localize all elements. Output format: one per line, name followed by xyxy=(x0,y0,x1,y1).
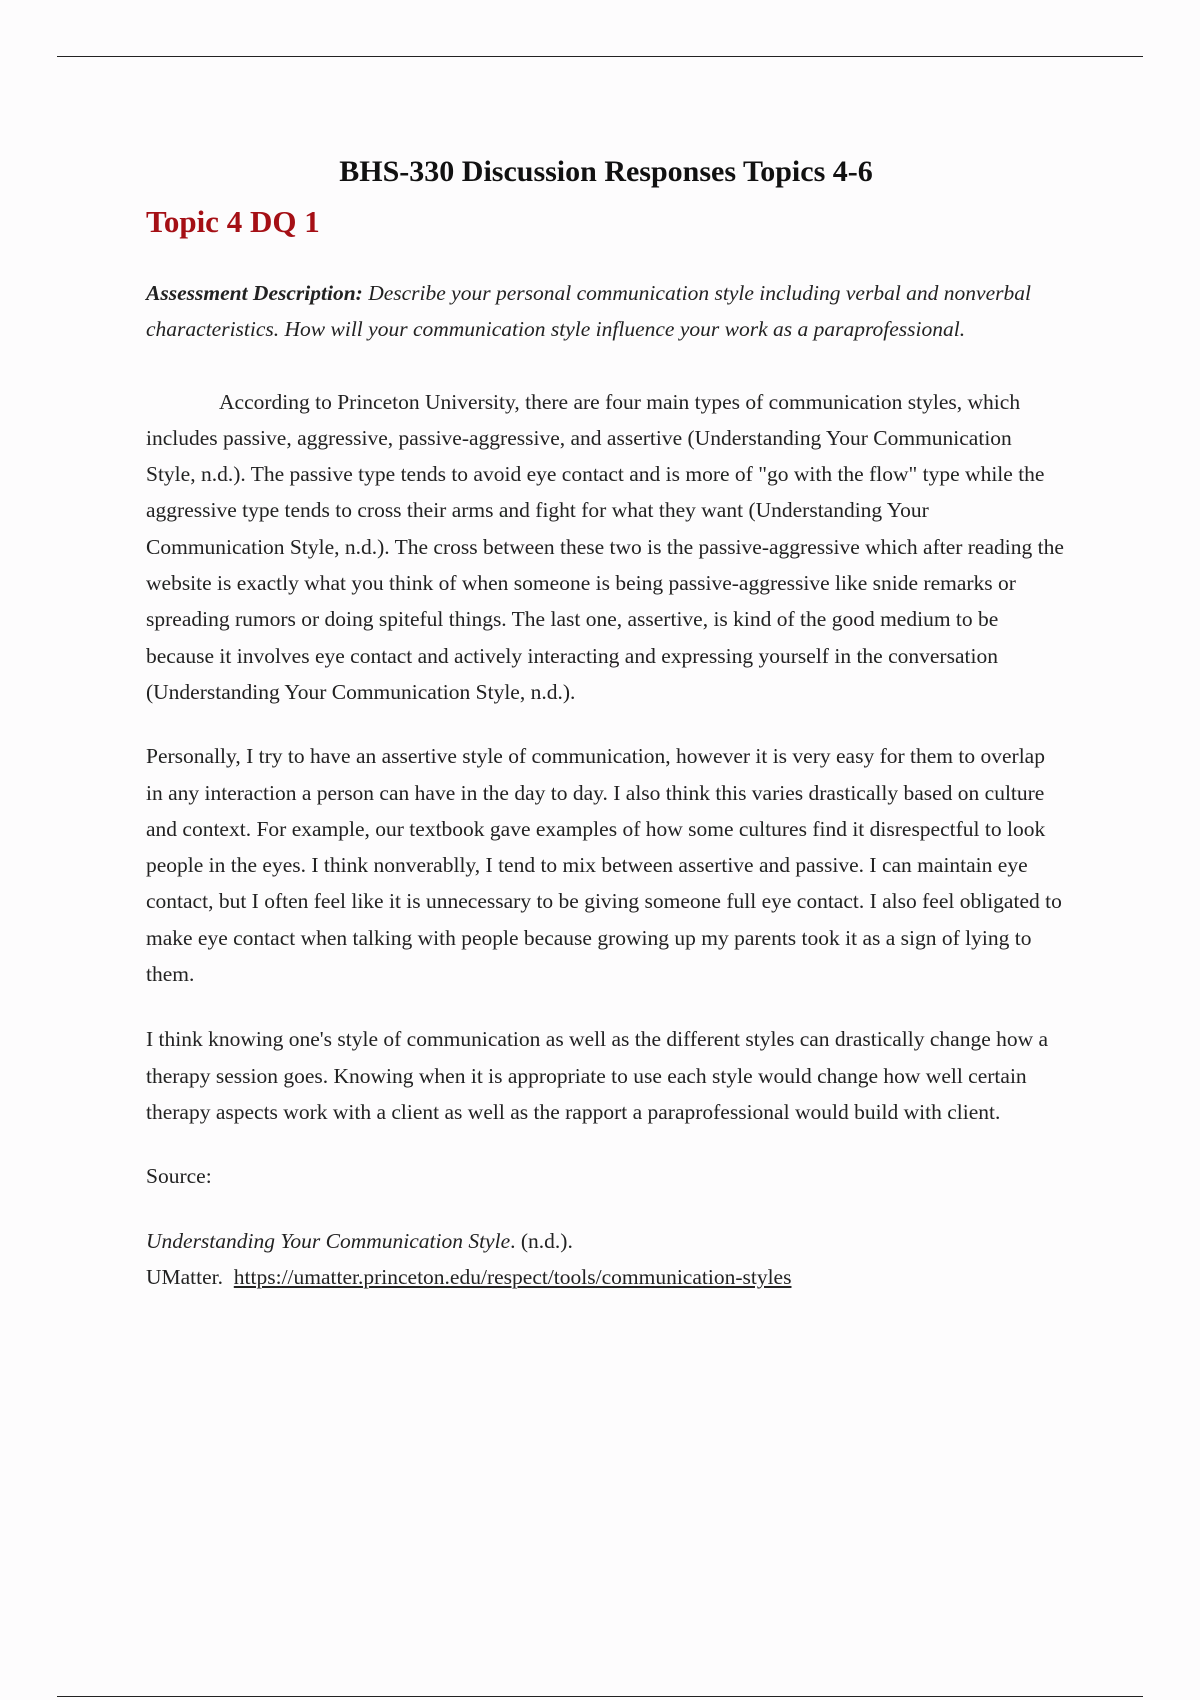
citation-link[interactable]: https://umatter.princeton.edu/respect/tools/communication-styles xyxy=(233,1264,792,1289)
response-paragraph-3: I think knowing one's style of communication as well as the different styles can drastically change how a therapy session goes. Knowing when it is appropriate to use each style would change how well certain therapy aspects work with a client as well as the rapport a paraprofessional would build with client. xyxy=(146,1027,1049,1124)
citation-title: Understanding Your Communication Style xyxy=(146,1228,511,1253)
citation xyxy=(146,1223,1066,1296)
top-divider xyxy=(57,56,1143,57)
source-label: Source: xyxy=(146,1164,212,1189)
response-paragraph-1: According to Princeton University, there are four main types of communication styles, which includes passive, aggressive, passive-aggressive, and assertive (Understanding Your Communication Style, n.d.). The passive type tends to avoid eye contact and is more of "go with the flow" type while the aggressive type tends to cross their arms and fight for what they want (Understanding Your Communication Style, n.d.). The cross between these two is the passive-aggressive which after reading the website is exactly what you think of when someone is being passive-aggressive like snide remarks or spreading rumors or doing spiteful things. The last one, assertive, is kind of the good medium to be because it involves eye contact and actively interacting and expressing yourself in the conversation (Understanding Your Communication Style, n.d.). xyxy=(146,389,1064,704)
bottom-divider xyxy=(57,1696,1143,1697)
topic-heading: Topic 4 DQ 1 xyxy=(146,204,320,239)
citation-date: . (n.d.). xyxy=(510,1228,573,1253)
response-paragraph-2: Personally, I try to have an assertive style of communication, however it is very easy for them to overlap in any interaction a person can have in the day to day. I also think this varies drastically based on culture and context. For example, our textbook gave examples of how some cultures find it disrespectful to look people in the eyes. I think nonverablly, I tend to mix between assertive and passive. I can maintain eye contact, but I often feel like it is unnecessary to be giving someone full eye contact. I also feel obligated to make eye contact when talking with people because growing up my parents took it as a sign of lying to them. xyxy=(146,744,1062,987)
document-page xyxy=(146,150,1066,1295)
assessment-label: Assessment Description: xyxy=(146,281,363,305)
document-title: BHS-330 Discussion Responses Topics 4-6 xyxy=(339,155,873,188)
citation-publisher: UMatter. xyxy=(146,1264,224,1289)
assessment-description xyxy=(146,275,1066,348)
assessment-text: Describe your personal communication style including verbal and nonverbal characteristics. How will your communication style influence your work as a paraprofessional. xyxy=(146,281,1031,342)
